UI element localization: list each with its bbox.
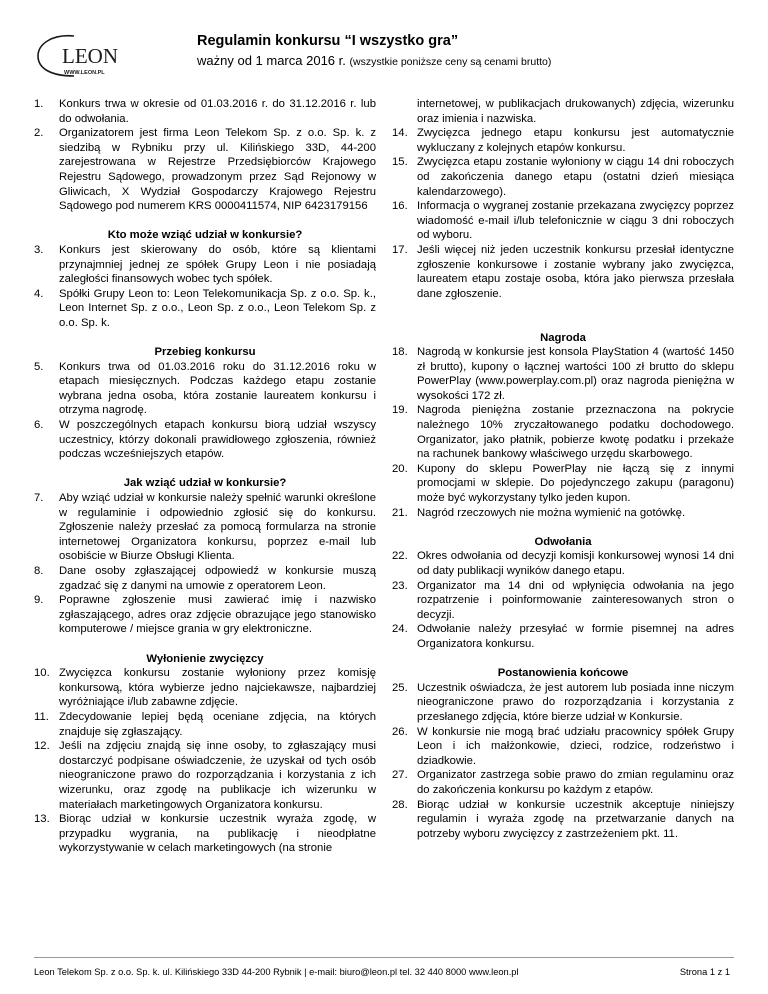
rule-item (392, 725, 734, 769)
rule-text: Spółki Grupy Leon to: Leon Telekomunikacja Sp. z o.o. Sp. k., Leon Internet Sp. z o.o., Leon Sp. z o.o., Leon Telekom Sp. z o.o. Sp. k. (59, 287, 376, 329)
rule-number: 3. (34, 243, 44, 256)
rule-number: 6. (34, 419, 44, 432)
rule-text: Zwycięzca konkursu zostanie wyłoniony przez komisję konkursową, która wybierze jedno najciekawsze, najbardziej wyróżniające i/lub zabawne zdjęcie. (59, 667, 376, 709)
rule-item (34, 491, 376, 564)
rule-number: 14. (392, 127, 408, 140)
rule-text: Aby wziąć udział w konkursie należy spełnić warunki określone w regulaminie i odpowiednio zgłosić się do konkursu. Zgłoszenie należy przesłać za pomocą formularza na stronie internetowej Organizatora konkursu, poprzez e-mail lub osobiście w Biurze Obsługi Klienta. (59, 492, 376, 563)
rule-text: Nagroda pieniężna zostanie przeznaczona na pokrycie należnego 10% zryczałtowanego podatku dochodowego. Organizator, jako płatnik, pobierze kwotę podatku i przekaże na rachunek bankowy właściwego urzędu skarbowego. (417, 404, 734, 461)
leon-logo (34, 30, 130, 82)
rule-text: Informacja o wygranej zostanie przekazana zwycięzcy poprzez wiadomość e-mail i/lub telefonicznie w ciągu 3 dni roboczych od wyboru. (417, 200, 734, 242)
rule-number: 19. (392, 404, 408, 417)
rule-text: Poprawne zgłoszenie musi zawierać imię i nazwisko zgłaszającego, adres oraz zdjęcie obrazujące jego stanowisko komputerowe / miejsce grania w gry elektroniczne. (59, 594, 376, 636)
rule-number: 4. (34, 287, 44, 300)
rule-text: W poszczególnych etapach konkursu biorą udział wszyscy uczestnicy, którzy dokonali prawidłowego zgłoszenia, również podczas wcześniejszych etapów. (59, 419, 376, 461)
rule-item (392, 462, 734, 506)
footer-page-number: Strona 1 z 1 (679, 967, 730, 977)
rule-item (392, 622, 734, 651)
rule-number: 26. (392, 725, 408, 738)
rule-number: 24. (392, 623, 408, 636)
rule-text: Biorąc udział w konkursie uczestnik akceptuje niniejszy regulamin i wyraża zgodę na przetwarzanie danych na potrzeby wyboru zwycięzcy z zastrzeżeniem pkt. 11. (417, 798, 734, 840)
rule-text: Jeśli więcej niż jeden uczestnik konkursu przesłał identyczne zgłoszenie konkursowe i zostanie wybrany jako zwycięzca, laureatem etapu zostaje osoba, która jako pierwsza przesłała dane zgłoszenie. (417, 243, 734, 300)
rule-text: Konkurs trwa od 01.03.2016 roku do 31.12.2016 roku w etapach miesięcznych. Podczas każdego etapu zostanie wybrana jedna osoba, która zostanie laureatem konkursu i otrzyma nagrodę. (59, 360, 376, 417)
rule-item (392, 403, 734, 461)
right-column (392, 97, 734, 841)
rule-item (34, 360, 376, 418)
rule-continuation: internetowej, w publikacjach drukowanych) zdjęcia, wizerunku oraz imienia i nazwiska. (417, 98, 734, 125)
section-heading: Przebieg konkursu (154, 346, 256, 359)
rule-item (34, 739, 376, 812)
subtitle-date: ważny od 1 marca 2016 r. (197, 53, 346, 68)
rule-number: 2. (34, 127, 44, 140)
rule-text: Dane osoby zgłaszającej odpowiedź w konkursie muszą zgadzać się z danymi na umowie z operatorem Leon. (59, 565, 376, 592)
rule-item (34, 243, 376, 287)
rule-number: 1. (34, 98, 44, 110)
page-title: Regulamin konkursu “I wszystko gra” (197, 33, 459, 49)
rule-item (392, 798, 734, 842)
rule-number: 10. (34, 667, 50, 680)
page-footer (34, 957, 734, 977)
rule-number: 27. (392, 769, 408, 782)
rule-text: Kupony do sklepu PowerPlay nie łączą się z innymi promocjami w sklepie. Do pojedynczego zakupu (paragonu) może być wykorzystany tylko jeden kupon. (417, 462, 734, 505)
rule-item (34, 126, 376, 214)
logo-url: WWW.LEON.PL (64, 70, 105, 76)
rule-item (34, 564, 376, 593)
rule-text: Okres odwołania od decyzji komisji konkursowej wynosi 14 dni od daty publikacji wyników danego etapu. (417, 550, 734, 577)
section-heading: Jak wziąć udział w konkursie? (123, 477, 287, 490)
rule-text: Jeśli na zdjęciu znajdą się inne osoby, to zgłaszający musi dostarczyć podpisane oświadczenie, że uzyskał od tych osób nieograniczone prawo do rozporządzania i korzystania z ich wizerunku, oraz zgodę na publikacje ich wizerunku w materiałach marketingowych Organizatora konkursu. (59, 740, 376, 811)
rule-item (392, 126, 734, 155)
section-heading: Nagroda (540, 331, 586, 344)
rule-number: 8. (34, 565, 44, 577)
section-heading: Odwołania (534, 535, 592, 548)
rule-text: Zdecydowanie lepiej będą oceniane zdjęcia, na których znajduje się zgłaszający. (59, 710, 376, 738)
logo-text: LEON (62, 44, 118, 68)
rule-number: 9. (34, 594, 44, 607)
rule-item (34, 287, 376, 331)
rule-item (392, 345, 734, 403)
rule-text: Organizator ma 14 dni od wpłynięcia odwołania na jego rozpatrzenie i poinformowanie zainteresowanych stron o decyzji. (417, 579, 734, 621)
rule-item (34, 666, 376, 710)
rule-number: 13. (34, 813, 50, 826)
rule-number: 20. (392, 462, 408, 475)
rule-number: 21. (392, 506, 408, 519)
page-subtitle (197, 53, 551, 68)
rule-text: Organizator zastrzega sobie prawo do zmian regulaminu oraz do zakończenia konkursu po każdym z etapów. (417, 769, 734, 796)
rule-text: Organizatorem jest firma Leon Telekom Sp. z o.o. Sp. k. z siedzibą w Rybniku przy ul. Kilińskiego 33D, 44-200 zarejestrowana w Rejestrze Przedsiębiorców Krajowego Rejestru Sądowego, prowadzonym przez Sąd Rejonowy w Gliwicach, X Wydział Gospodarczy Krajowego Rejestru Sądowego pod numerem KRS 0000411574, NIP 6423179156 (59, 127, 376, 213)
rule-item (34, 710, 376, 739)
rule-item (392, 681, 734, 725)
rule-item (392, 768, 734, 797)
rule-item (392, 155, 734, 199)
rule-number: 17. (392, 243, 408, 256)
rule-item (34, 593, 376, 637)
rule-text: Nagród rzeczowych nie można wymienić na gotówkę. (417, 506, 686, 519)
rule-number: 16. (392, 200, 408, 213)
rule-item (34, 418, 376, 462)
rule-item (392, 199, 734, 243)
left-column (34, 97, 376, 856)
rule-item (392, 549, 734, 578)
rule-number: 18. (392, 346, 408, 359)
rule-number: 7. (34, 492, 44, 505)
rule-number: 12. (34, 740, 50, 753)
rule-text: Konkurs trwa w okresie od 01.03.2016 r. do 31.12.2016 r. lub do odwołania. (59, 98, 376, 125)
rule-item (392, 506, 734, 521)
rule-item (392, 243, 734, 301)
rule-text: Konkurs jest skierowany do osób, które są klientami przynajmniej jednej ze spółek Grupy Leon i nie posiadają zaległości finansowych wobec tych spółek. (59, 243, 376, 286)
rule-text: Biorąc udział w konkursie uczestnik wyraża zgodę, w przypadku wygrania, na publikację i nieodpłatne wykorzystywanie w celach marketingowych (na stronie (59, 813, 376, 855)
rule-number: 28. (392, 798, 408, 811)
footer-company-info: Leon Telekom Sp. z o.o. Sp. k. ul. Kilińskiego 33D 44-200 Rybnik | e-mail: biuro@leon.pl tel. 32 440 8000 www.leon.pl (34, 967, 519, 977)
rule-number: 23. (392, 579, 408, 592)
rule-text: Nagrodą w konkursie jest konsola PlayStation 4 (wartość 1450 zł brutto), kupony o łącznej wartości 100 zł brutto do sklepu PowerPlay (www.powerplay.com.pl) oraz nagroda pieniężna w wysokości 172 zł. (417, 346, 734, 402)
rule-number: 15. (392, 156, 408, 169)
section-heading: Wyłonienie zwycięzcy (146, 652, 264, 665)
rule-number: 25. (392, 681, 408, 694)
rule-item (34, 97, 376, 126)
rule-text: Odwołanie należy przesyłać w formie pisemnej na adres Organizatora konkursu. (417, 623, 734, 650)
rule-number: 11. (34, 710, 49, 723)
rule-number: 22. (392, 550, 408, 563)
section-heading: Kto może wziąć udział w konkursie? (107, 229, 303, 242)
rule-text: Uczestnik oświadcza, że jest autorem lub posiada inne niczym nieograniczone prawo do rozporządzania i korzystania z przesłanego zdjęcia, które bierze udział w Konkursie. (417, 681, 734, 723)
subtitle-note: (wszystkie poniższe ceny są cenami brutto) (349, 56, 552, 68)
rule-text: Zwycięzca etapu zostanie wyłoniony w ciągu 14 dni roboczych od zakończenia danego etapu (ostatni dzień miesiąca kalendarzowego). (417, 156, 734, 198)
section-heading: Postanowienia końcowe (497, 667, 629, 680)
rule-item (34, 812, 376, 856)
rule-number: 5. (34, 360, 44, 373)
rule-text: W konkursie nie mogą brać udziału pracownicy spółek Grupy Leon i ich małżonkowie, dzieci, rodzice, rodzeństwo i dziadkowie. (417, 725, 734, 767)
rule-text: Zwycięzca jednego etapu konkursu jest automatycznie wykluczany z kolejnych etapów konkursu. (417, 127, 734, 154)
rule-item (392, 579, 734, 623)
